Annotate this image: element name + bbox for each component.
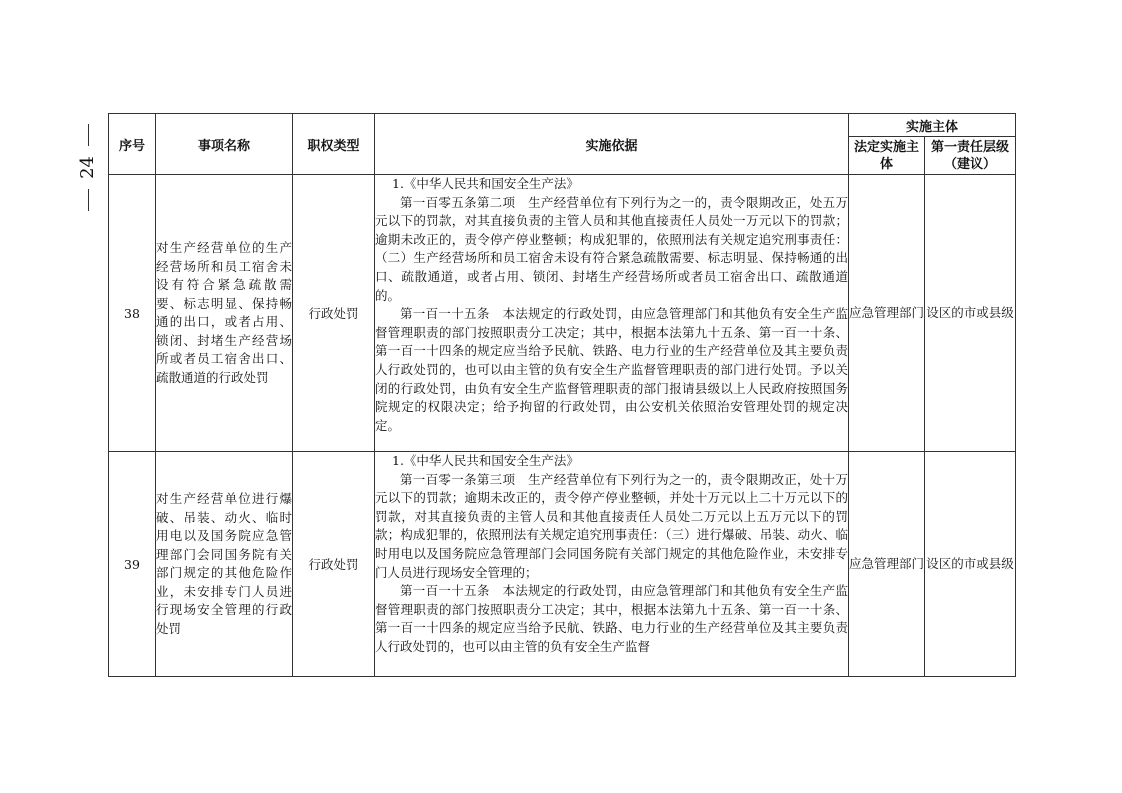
row-item-name: 对生产经营单位的生产经营场所和员工宿舍未设有符合紧急疏散需要、标志明显、保持畅通的出口，或者占用、锁闭、封堵生产经营场所或者员工宿舍出口、疏散通道的行政处罚 — [156, 175, 293, 452]
row-seq: 38 — [109, 175, 156, 452]
row-legal-subject: 应急管理部门 — [849, 452, 925, 677]
table-row — [109, 452, 1016, 677]
page-number-dash-bottom — [88, 189, 89, 211]
row-seq: 39 — [109, 452, 156, 677]
row-basis — [375, 175, 849, 452]
row-power-type: 行政处罚 — [293, 175, 375, 452]
header-subject-group: 实施主体 — [849, 114, 1016, 137]
page-number-dash-top — [88, 124, 89, 146]
header-first-level: 第一责任层级（建议） — [925, 137, 1016, 175]
page-number-text: 24 — [77, 156, 98, 179]
basis-law-title: 1.《中华人民共和国安全生产法》 — [392, 453, 579, 468]
table-row — [109, 175, 1016, 452]
page-number — [76, 120, 100, 215]
row-first-level: 设区的市或县级 — [925, 175, 1016, 452]
row-basis — [375, 452, 849, 677]
header-seq: 序号 — [109, 114, 156, 175]
basis-paragraph: 第一百零五条第二项 生产经营单位有下列行为之一的，责令限期改正，处五万元以下的罚款，对其直接负责的主管人员和其他直接责任人员处一万元以下的罚款；逾期未改正的，责令停产停业整顿；构成犯罪的，依照刑法有关规定追究刑事责任：（二）生产经营场所和员工宿舍未设有符合紧急疏散需要、标志明显、保持畅通的出口、疏散通道，或者占用、锁闭、封堵生产经营场所或者员工宿舍出口、疏散通道的。 — [375, 194, 848, 303]
basis-paragraph: 第一百一十五条 本法规定的行政处罚，由应急管理部门和其他负有安全生产监督管理职责的部门按照职责分工决定；其中，根据本法第九十五条、第一百一十条、第一百一十四条的规定应当给予民航、铁路、电力行业的生产经营单位及其主要负责人行政处罚的，也可以由主管的负有安全生产监督管理职责的部门进行处罚。予以关闭的行政处罚，由负有安全生产监督管理职责的部门报请县级以上人民政府按照国务院规定的权限决定；给予拘留的行政处罚，由公安机关依照治安管理处罚的规定决定。 — [375, 306, 848, 433]
row-first-level: 设区的市或县级 — [925, 452, 1016, 677]
row-power-type: 行政处罚 — [293, 452, 375, 677]
enforcement-table — [108, 113, 1016, 677]
basis-paragraph: 第一百一十五条 本法规定的行政处罚，由应急管理部门和其他负有安全生产监督管理职责的部门按照职责分工决定；其中，根据本法第九十五条、第一百一十条、第一百一十四条的规定应当给予民航、铁路、电力行业的生产经营单位及其主要负责人行政处罚的，也可以由主管的负有安全生产监督 — [375, 583, 848, 654]
header-basis: 实施依据 — [375, 114, 849, 175]
header-legal-subject: 法定实施主体 — [849, 137, 925, 175]
basis-paragraph: 第一百零一条第三项 生产经营单位有下列行为之一的，责令限期改正，处十万元以下的罚款；逾期未改正的，责令停产停业整顿，并处十万元以上二十万元以下的罚款，对其直接负责的主管人员和其他直接责任人员处二万元以上五万元以下的罚款；构成犯罪的，依照刑法有关规定追究刑事责任：（三）进行爆破、吊装、动火、临时用电以及国务院应急管理部门会同国务院有关部门规定的其他危险作业，未安排专门人员进行现场安全管理的； — [375, 471, 848, 580]
row-legal-subject: 应急管理部门 — [849, 175, 925, 452]
row-item-name: 对生产经营单位进行爆破、吊装、动火、临时用电以及国务院应急管理部门会同国务院有关部门规定的其他危险作业，未安排专门人员进行现场安全管理的行政处罚 — [156, 452, 293, 677]
header-item-name: 事项名称 — [156, 114, 293, 175]
header-power-type: 职权类型 — [293, 114, 375, 175]
basis-law-title: 1.《中华人民共和国安全生产法》 — [392, 176, 579, 191]
